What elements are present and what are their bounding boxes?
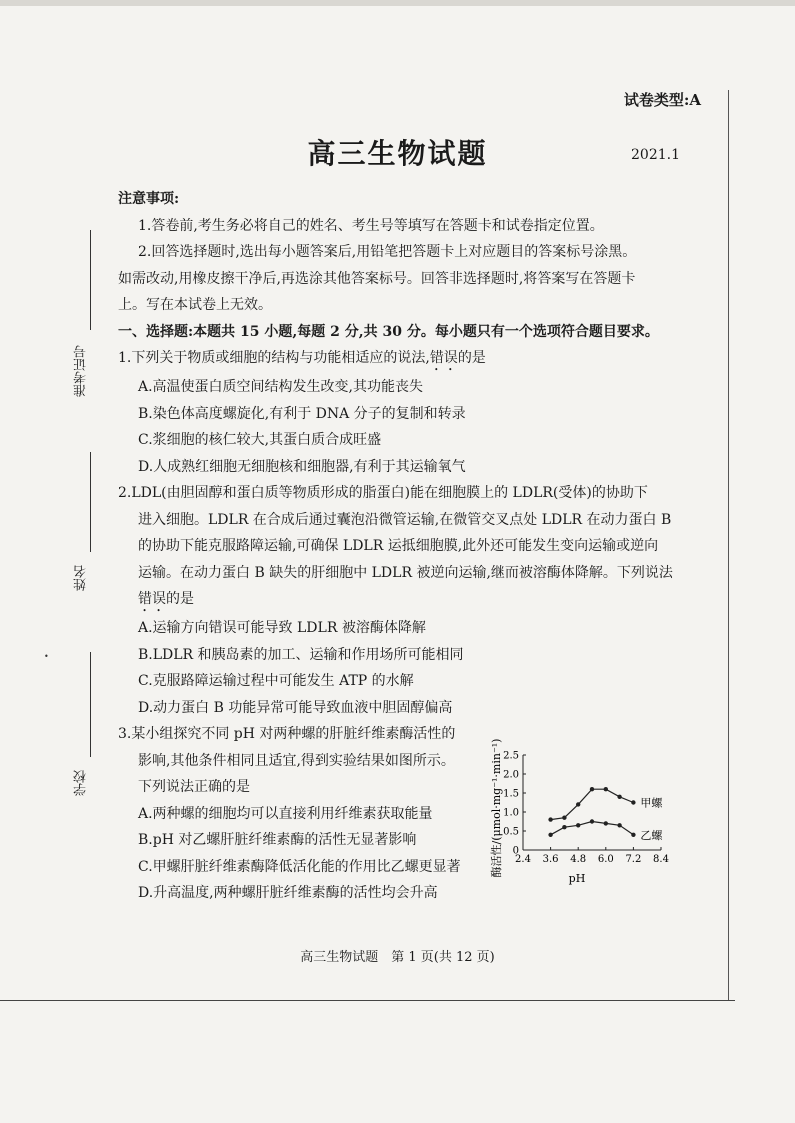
data-point <box>604 787 608 791</box>
q1-stem-text: 1.下列关于物质或细胞的结构与功能相适应的说法, <box>118 350 430 366</box>
question-1-stem <box>118 345 678 374</box>
page-bottom-line <box>0 1000 735 1001</box>
series-label: 乙螺 <box>640 828 663 842</box>
school-label: 学校 <box>74 770 89 796</box>
name-line <box>90 452 91 552</box>
q1-option-c: C.浆细胞的核仁较大,其蛋白质合成旺盛 <box>138 432 382 448</box>
x-tick-label: 4.8 <box>570 854 587 865</box>
notice-item-1: 1.答卷前,考生务必将自己的姓名、考生号等填写在答题卡和试卷指定位置。 <box>138 217 604 234</box>
x-tick-label: 2.4 <box>515 854 531 865</box>
q2-line3: 的协助下能克服路障运输,可确保 LDLR 运抵细胞膜,此外还可能发生变向运输或逆向 <box>138 538 659 554</box>
paper-type: 试卷类型:A <box>623 91 701 109</box>
exam-date: 2021.1 <box>631 147 680 163</box>
notice-heading: 注意事项: <box>118 191 180 207</box>
y-tick-label: 0 <box>512 845 519 857</box>
q1-stem-emphasis: 错误 <box>429 350 458 366</box>
q2-line4: 运输。在动力蛋白 B 缺失的肝细胞中 LDLR 被逆向运输,继而被溶酶体降解。下列说法 <box>138 564 673 581</box>
q2-option-c: C.克服路障运输过程中可能发生 ATP 的水解 <box>138 673 414 689</box>
q2-line1: 2.LDL(由胆固醇和蛋白质等物质形成的脂蛋白)能在细胞膜上的 LDLR(受体)的协助下 <box>118 485 648 501</box>
q3-option-b: B.pH 对乙螺肝脏纤维素酶的活性无显著影响 <box>138 832 417 848</box>
data-point <box>562 825 566 829</box>
name-label: 姓名 <box>74 565 89 591</box>
q1-option-b: B.染色体高度螺旋化,有利于 DNA 分子的复制和转录 <box>138 405 466 422</box>
page-footer: 高三生物试题 第 1 页(共 12 页) <box>300 950 495 965</box>
q2-line2: 进入细胞。LDLR 在合成后通过囊泡沿微管运输,在微管交叉点处 LDLR 在动力蛋白 B <box>138 511 672 528</box>
chart-y-label: 酶活性/(μmol·mg⁻¹·min⁻¹) <box>490 738 503 878</box>
q2-stem-end: 的是 <box>166 591 194 607</box>
margin-line <box>728 90 729 1000</box>
y-tick-label: 1.5 <box>503 788 519 800</box>
q1-option-a: A.高温使蛋白质空间结构发生改变,其功能丧失 <box>138 379 424 395</box>
x-tick-label: 8.4 <box>653 854 669 865</box>
data-point <box>631 833 635 837</box>
q1-stem-end: 的是 <box>457 350 486 366</box>
data-point <box>548 833 552 837</box>
data-point <box>562 816 566 820</box>
q3-option-d: D.升高温度,两种螺肝脏纤维素酶的活性均会升高 <box>138 885 438 901</box>
q3-line1: 3.某小组探究不同 pH 对两种螺的肝脏纤维素酶活性的 <box>118 726 456 742</box>
data-point <box>617 795 621 799</box>
q2-option-b: B.LDLR 和胰岛素的加工、运输和作用场所可能相同 <box>138 646 464 663</box>
x-tick-label: 3.6 <box>542 854 559 865</box>
y-tick-label: 1.0 <box>503 807 519 819</box>
scan-edge <box>0 0 795 6</box>
y-tick-label: 2.5 <box>503 750 519 762</box>
series-line-0 <box>551 789 634 819</box>
x-tick-label: 7.2 <box>625 854 642 865</box>
data-point <box>548 817 552 821</box>
q3-option-c: C.甲螺肝脏纤维素酶降低活化能的作用比乙螺更显著 <box>138 858 461 875</box>
notice-item-2-line2: 如需改动,用橡皮擦干净后,再选涂其他答案标号。回答非选择题时,将答案写在答题卡 <box>118 270 636 287</box>
data-point <box>590 787 594 791</box>
q3-option-a: A.两种螺的细胞均可以直接利用纤维素获取能量 <box>138 805 433 822</box>
q3-line3: 下列说法正确的是 <box>138 779 250 795</box>
data-point <box>617 823 621 827</box>
section-heading: 一、选择题:本题共 15 小题,每题 2 分,共 30 分。每小题只有一个选项符合题目要求。 <box>118 323 659 340</box>
q1-option-d: D.人成熟红细胞无细胞核和细胞器,有利于其运输氧气 <box>138 458 466 475</box>
data-point <box>576 802 580 806</box>
data-point <box>631 800 635 804</box>
exam-id-label: 准考证号 <box>74 345 89 397</box>
data-point <box>576 823 580 827</box>
exam-id-line <box>90 230 91 330</box>
q2-line5 <box>118 586 678 615</box>
q2-option-d: D.动力蛋白 B 功能异常可能导致血液中胆固醇偏高 <box>138 699 453 716</box>
q2-option-a: A.运输方向错误可能导致 LDLR 被溶酶体降解 <box>138 620 426 636</box>
notice-item-2-line3: 上。写在本试卷上无效。 <box>118 297 272 313</box>
notice-item-2-line1: 2.回答选择题时,选出每小题答案后,用铅笔把答题卡上对应题目的答案标号涂黑。 <box>138 244 637 260</box>
page-title: 高三生物试题 <box>307 137 488 170</box>
y-tick-label: 0.5 <box>503 826 519 838</box>
x-tick-label: 6.0 <box>597 854 614 865</box>
enzyme-activity-chart <box>485 730 680 890</box>
data-point <box>590 819 594 823</box>
y-tick-label: 2.0 <box>503 769 519 781</box>
school-line <box>90 652 91 757</box>
scan-mark: • <box>44 652 49 661</box>
q3-line2: 影响,其他条件相同且适宜,得到实验结果如图所示。 <box>138 752 455 769</box>
chart-x-label: pH <box>568 872 586 885</box>
data-point <box>604 821 608 825</box>
q2-emphasis: 错误 <box>138 591 166 607</box>
series-label: 甲螺 <box>640 796 663 810</box>
